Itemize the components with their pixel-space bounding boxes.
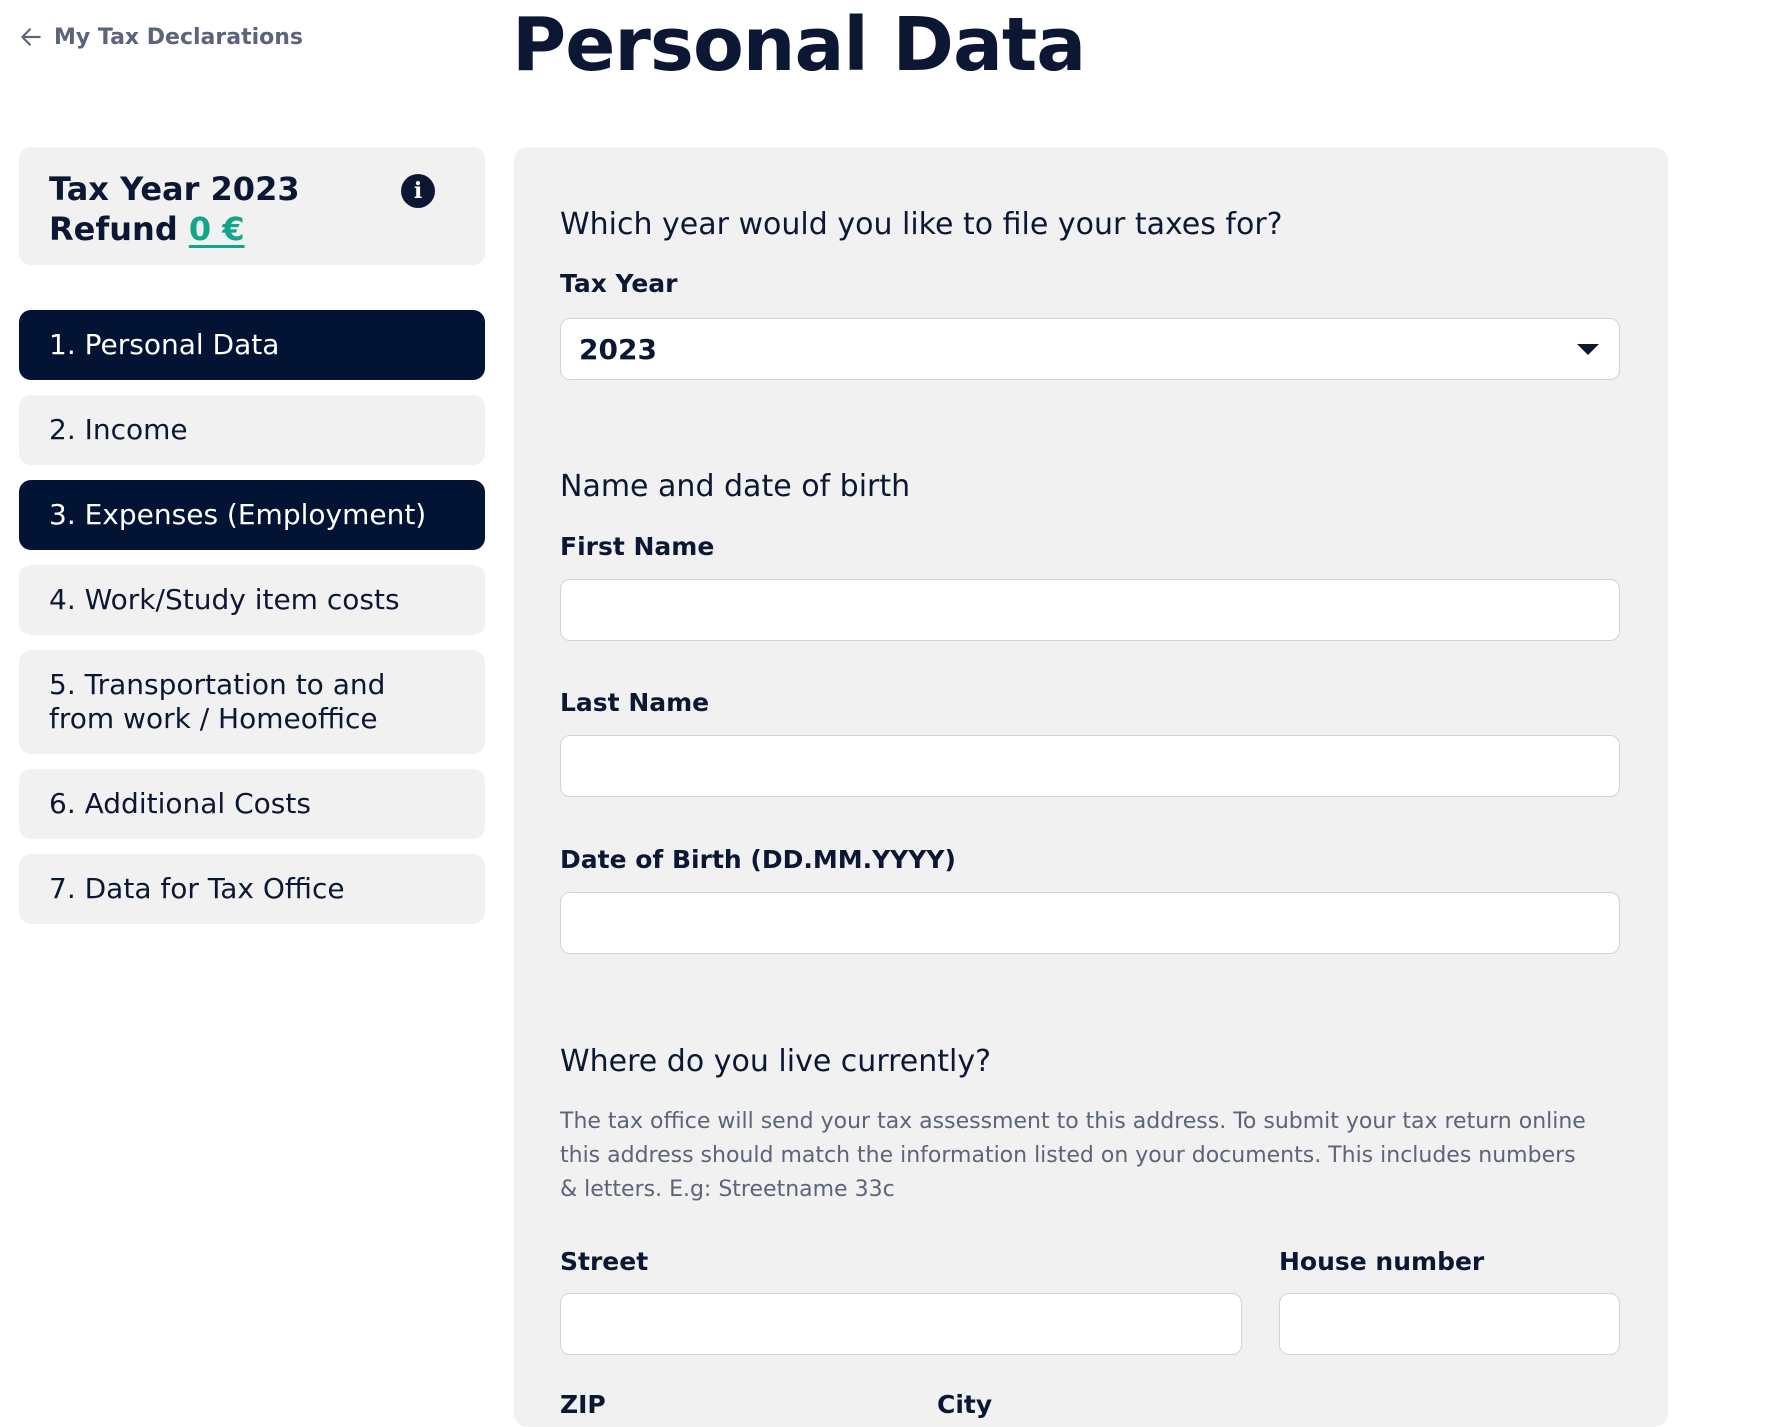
- step-transportation[interactable]: 5. Transportation to and from work / Homeoffice: [19, 650, 485, 754]
- house-number-field[interactable]: [1279, 1293, 1620, 1355]
- step-expenses-employment[interactable]: 3. Expenses (Employment): [19, 480, 485, 550]
- step-work-study-item-costs[interactable]: 4. Work/Study item costs: [19, 565, 485, 635]
- page-title: Personal Data: [512, 2, 1086, 88]
- date-of-birth-label: Date of Birth (DD.MM.YYYY): [560, 845, 956, 874]
- step-personal-data[interactable]: 1. Personal Data: [19, 310, 485, 380]
- date-of-birth-field[interactable]: [560, 892, 1620, 954]
- personal-data-form: [514, 147, 1668, 1427]
- name-section-heading: Name and date of birth: [560, 469, 911, 504]
- arrow-left-icon: [18, 24, 44, 50]
- tax-year-label: Tax Year: [560, 269, 678, 298]
- last-name-field[interactable]: [560, 735, 1620, 797]
- address-help-text: The tax office will send your tax assessment to this address. To submit your tax return online this address should match the information listed on your documents. This includes numbers & letters. E.g: Streetname 33c: [560, 1109, 1586, 1202]
- step-additional-costs[interactable]: 6. Additional Costs: [19, 769, 485, 839]
- caret-down-icon: [1577, 344, 1599, 355]
- year-question: Which year would you like to file your taxes for?: [560, 207, 1283, 242]
- back-link-label: My Tax Declarations: [54, 24, 303, 50]
- street-field[interactable]: [560, 1293, 1242, 1355]
- step-data-for-tax-office[interactable]: 7. Data for Tax Office: [19, 854, 485, 924]
- street-label: Street: [560, 1247, 649, 1276]
- zip-label: ZIP: [560, 1390, 606, 1419]
- refund-card: [19, 147, 485, 265]
- tax-year-value: 2023: [579, 332, 657, 366]
- last-name-label: Last Name: [560, 688, 710, 717]
- city-label: City: [937, 1390, 993, 1419]
- first-name-label: First Name: [560, 532, 715, 561]
- step-navigation: [19, 310, 485, 939]
- first-name-field[interactable]: [560, 579, 1620, 641]
- step-income[interactable]: 2. Income: [19, 395, 485, 465]
- house-number-label: House number: [1279, 1247, 1485, 1276]
- refund-label: Refund: [49, 210, 178, 248]
- tax-year-select[interactable]: [560, 318, 1620, 380]
- info-icon[interactable]: i: [401, 174, 435, 208]
- refund-line: [49, 209, 455, 249]
- address-section-heading: Where do you live currently?: [560, 1044, 992, 1079]
- tax-year-line: Tax Year 2023: [49, 170, 300, 208]
- back-link[interactable]: [18, 24, 303, 50]
- refund-amount[interactable]: 0 €: [188, 210, 245, 248]
